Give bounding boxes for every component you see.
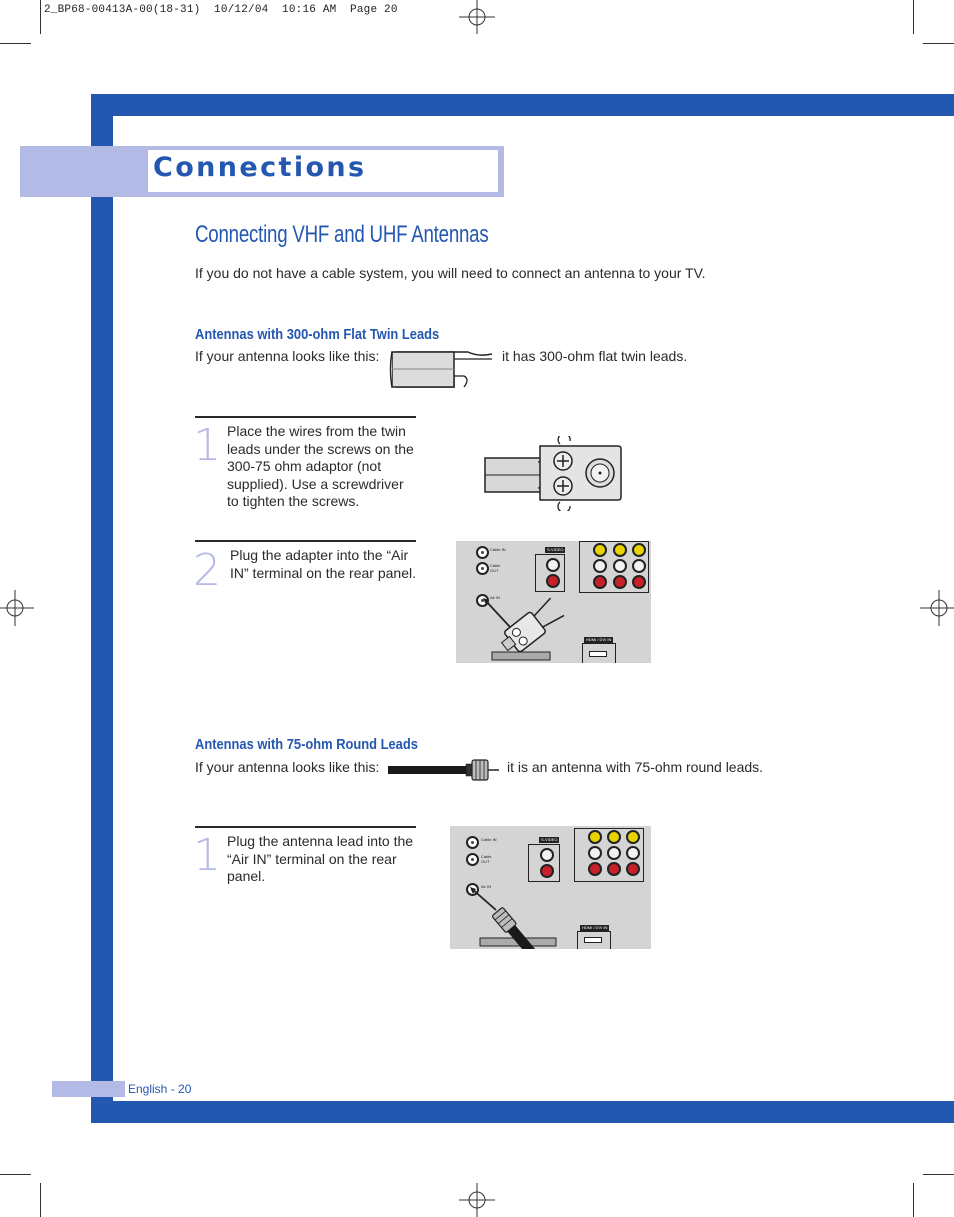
cable-in-label: Cable IN: [481, 837, 497, 842]
video-jack: [626, 830, 640, 844]
flat-looks-like-text: If your antenna looks like this:: [195, 348, 380, 364]
flat-twin-lead-icon: [388, 349, 496, 390]
crop-mark: [40, 1183, 41, 1217]
page-number: English - 20: [128, 1082, 192, 1096]
video-jack: [632, 543, 646, 557]
audio-l-jack: [632, 559, 646, 573]
intro-text: If you do not have a cable system, you will need to connect an antenna to your TV.: [195, 265, 706, 281]
hdmi-tag: HDMI / DVI IN: [586, 637, 612, 642]
audio-r-jack: [593, 575, 607, 589]
crop-mark: [913, 1183, 914, 1217]
step-number: 1: [193, 420, 221, 471]
page-frame-left: [91, 94, 113, 1123]
video-jack: [593, 543, 607, 557]
step-divider: [195, 826, 416, 828]
audio-r-jack: [607, 862, 621, 876]
air-in-label: Air IN: [481, 884, 491, 889]
cable-in-port: [466, 836, 479, 849]
registration-mark-icon: [918, 590, 954, 626]
print-slug: 2_BP68-00413A-00(18-31) 10/12/04 10:16 AM Page 20: [44, 4, 398, 16]
cable-out-port: [466, 853, 479, 866]
round-result-text: it is an antenna with 75-ohm round leads.: [507, 759, 764, 775]
video-jack: [613, 543, 627, 557]
audio-r-jack: [613, 575, 627, 589]
air-in-label: Air IN: [490, 595, 500, 600]
round-leads-heading: Antennas with 75-ohm Round Leads: [195, 736, 418, 753]
flat-step-2-text: Plug the adapter into the “Air IN” terminal on the rear panel.: [230, 547, 416, 581]
registration-mark-icon: [0, 590, 36, 626]
step-number: 2: [193, 545, 221, 596]
footer-band: [52, 1081, 125, 1097]
cable-out-port: [476, 562, 489, 575]
audio-l-jack: [613, 559, 627, 573]
step-number: 1: [193, 830, 221, 881]
svideo-tag: S-VIDEO: [541, 837, 558, 842]
crop-mark: [923, 1174, 954, 1175]
registration-mark-icon: [459, 1181, 495, 1217]
svideo-tag: S-VIDEO: [547, 547, 564, 552]
flat-leads-heading: Antennas with 300-ohm Flat Twin Leads: [195, 326, 440, 343]
round-lead-icon: [387, 757, 501, 783]
page-frame-top: [91, 94, 954, 116]
rear-panel-diagram: [456, 541, 651, 663]
audio-l-jack: [546, 558, 560, 572]
round-lead-plug-icon: [468, 886, 564, 949]
hdmi-tag: HDMI / DVI IN: [582, 925, 608, 930]
crop-mark: [923, 43, 954, 44]
section-title: Connecting VHF and UHF Antennas: [195, 221, 489, 248]
video-jack: [607, 830, 621, 844]
chapter-title: Connections: [153, 152, 367, 183]
cable-out-label: Cable OUT: [481, 854, 492, 864]
hdmi-port: [584, 937, 602, 943]
round-step-1-text: Plug the antenna lead into the “Air IN” terminal on the rear panel.: [227, 833, 414, 884]
adapter-plug-icon: [480, 597, 570, 663]
audio-l-jack: [588, 846, 602, 860]
registration-mark-icon: [459, 0, 495, 36]
rear-panel-diagram: [450, 826, 651, 949]
audio-l-jack: [626, 846, 640, 860]
flat-result-text: it has 300-ohm flat twin leads.: [502, 348, 688, 364]
hdmi-port: [589, 651, 607, 657]
flat-step-1-text: Place the wires from the twin leads under the screws on the 300-75 ohm adaptor (not supplied). Use a screwdriver to tighten the screws.: [227, 423, 414, 509]
audio-l-jack: [540, 848, 554, 862]
audio-r-jack: [626, 862, 640, 876]
audio-l-jack: [607, 846, 621, 860]
audio-r-jack: [540, 864, 554, 878]
cable-in-label: Cable IN: [490, 547, 506, 552]
step-divider: [195, 540, 416, 542]
crop-mark: [0, 43, 31, 44]
video-jack: [588, 830, 602, 844]
crop-mark: [40, 0, 41, 34]
crop-mark: [913, 0, 914, 34]
audio-l-jack: [593, 559, 607, 573]
audio-r-jack: [632, 575, 646, 589]
crop-mark: [0, 1174, 31, 1175]
cable-out-label: Cable OUT: [490, 563, 501, 573]
step-divider: [195, 416, 416, 418]
cable-in-port: [476, 546, 489, 559]
antenna-adapter-icon: [484, 436, 624, 511]
page-frame-bottom: [91, 1101, 954, 1123]
audio-r-jack: [546, 574, 560, 588]
audio-r-jack: [588, 862, 602, 876]
round-looks-like-text: If your antenna looks like this:: [195, 759, 380, 775]
